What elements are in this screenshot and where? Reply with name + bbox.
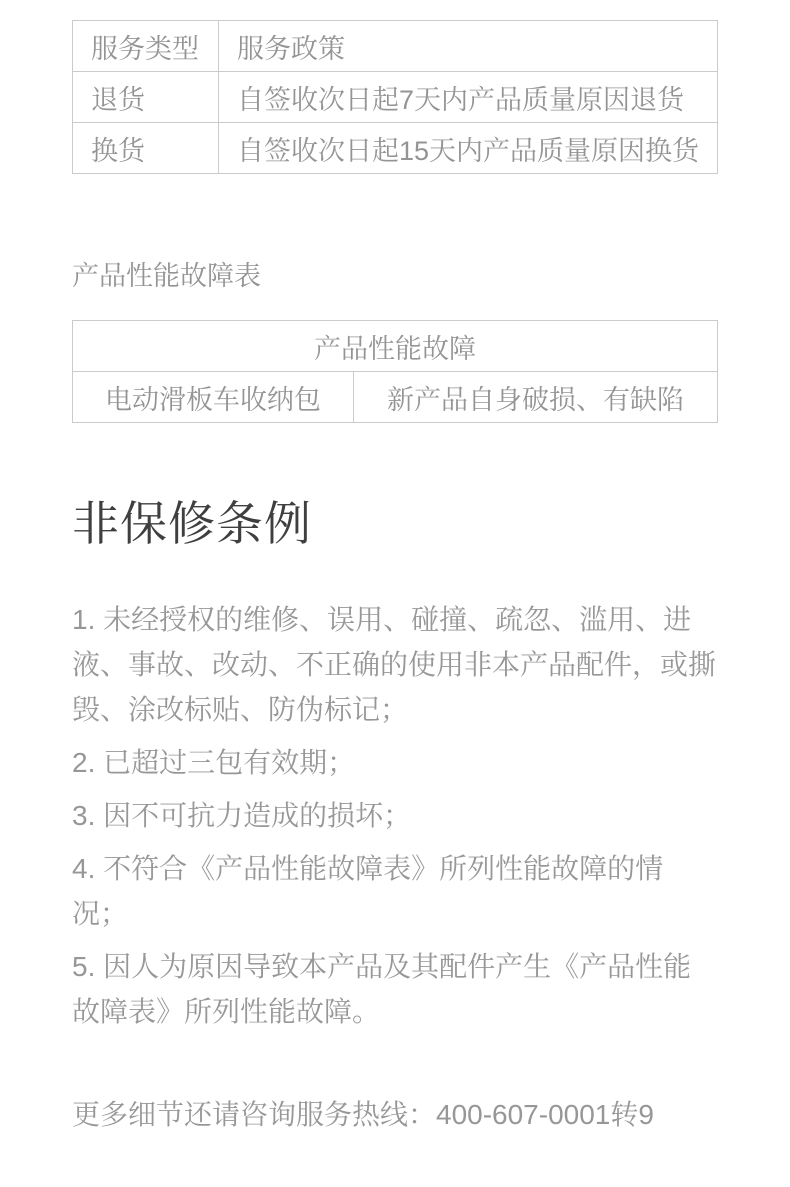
page-content: [72, 20, 718, 1130]
non-warranty-clause-list: [72, 597, 718, 1034]
service-type-header-cell: 服务类型: [73, 21, 219, 72]
fault-table-header-cell: 产品性能故障: [73, 321, 718, 372]
return-policy-cell: 自签收次日起7天内产品质量原因退货: [219, 72, 718, 123]
fault-description-cell: 新产品自身破损、有缺陷: [354, 372, 718, 423]
table-row: [73, 72, 718, 123]
warranty-clause-5: 5. 因人为原因导致本产品及其配件产生《产品性能故障表》所列性能故障。: [72, 951, 692, 1027]
fault-table-caption: 产品性能故障表: [72, 261, 261, 291]
fault-product-cell: 电动滑板车收纳包: [73, 372, 354, 423]
non-warranty-title: 非保修条例: [72, 497, 312, 550]
fault-table: [72, 320, 718, 423]
warranty-policy-page: [0, 20, 790, 1187]
warranty-clause-2: 2. 已超过三包有效期；: [72, 747, 356, 778]
table-row: [73, 372, 718, 423]
table-row: [73, 321, 718, 372]
warranty-clause-4: 4. 不符合《产品性能故障表》所列性能故障的情况；: [72, 853, 664, 929]
exchange-policy-cell: 自签收次日起15天内产品质量原因换货: [219, 123, 718, 174]
return-type-cell: 退货: [73, 72, 219, 123]
table-row: [73, 123, 718, 174]
warranty-clause-3: 3. 因不可抗力造成的损坏；: [72, 800, 412, 831]
service-policy-table: [72, 20, 718, 174]
exchange-type-cell: 换货: [73, 123, 219, 174]
service-policy-header-cell: 服务政策: [219, 21, 718, 72]
warranty-clause-1: 1. 未经授权的维修、误用、碰撞、疏忽、滥用、进液、事故、改动、不正确的使用非本产品配件，或撕毁、涂改标贴、防伪标记；: [72, 604, 717, 725]
table-row: [73, 21, 718, 72]
hotline-text: 更多细节还请咨询服务热线：400-607-0001转9: [72, 1099, 654, 1130]
